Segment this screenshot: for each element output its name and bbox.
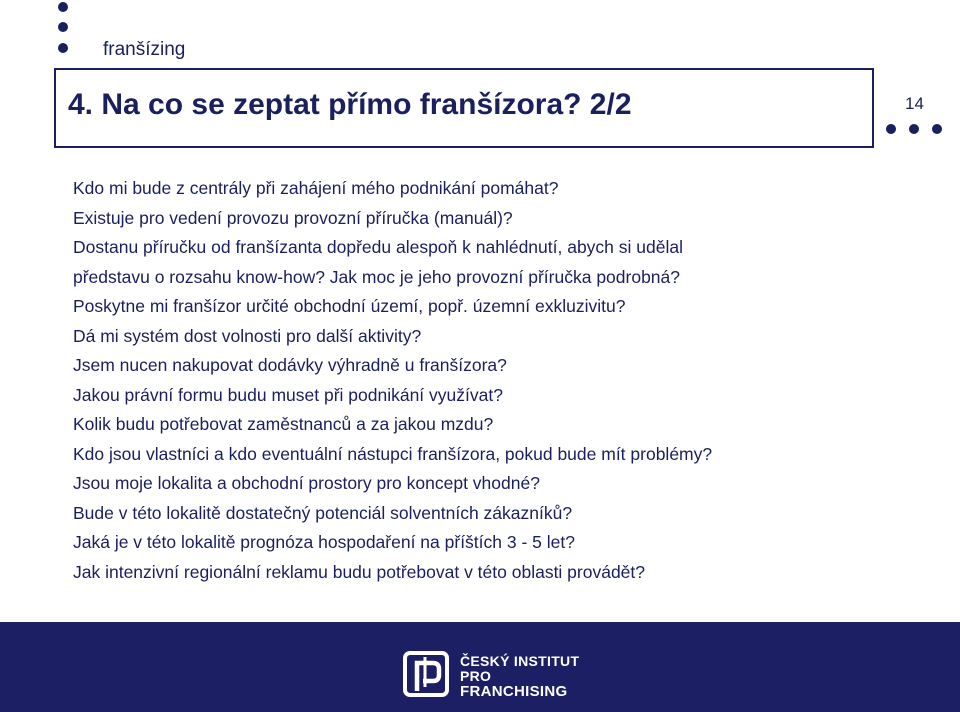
decorative-dot-icon bbox=[932, 124, 942, 134]
question-item: Jsem nucen nakupovat dodávky výhradně u franšízora? bbox=[73, 355, 507, 375]
question-item: Jsou moje lokalita a obchodní prostory pro koncept vhodné? bbox=[73, 473, 540, 493]
question-list bbox=[73, 174, 933, 587]
question-item: Kdo jsou vlastníci a kdo eventuální nástupci franšízora, pokud bude mít problémy? bbox=[73, 443, 713, 464]
question-item: Dostanu příručku od franšízanta dopředu alespoň k nahlédnutí, abych si udělal bbox=[73, 237, 683, 257]
question-item: Existuje pro vedení provozu provozní příručka (manuál)? bbox=[73, 207, 513, 228]
decorative-dot-icon bbox=[58, 43, 68, 53]
decorative-dot-icon bbox=[58, 2, 68, 12]
title-box bbox=[54, 68, 874, 148]
question-item: představu o rozsahu know-how? Jak moc je jeho provozní příručka podrobná? bbox=[73, 266, 681, 287]
question-item: Dá mi systém dost volnosti pro další aktivity? bbox=[73, 325, 422, 346]
slide-number: 14 bbox=[905, 94, 924, 113]
question-item: Jak intenzivní regionální reklamu budu potřebovat v této oblasti provádět? bbox=[73, 561, 646, 582]
question-item: Kdo mi bude z centrály při zahájení mého podnikání pomáhat? bbox=[73, 178, 559, 198]
logo-line-2: PRO bbox=[460, 668, 492, 684]
header-label: franšízing bbox=[103, 39, 186, 60]
footer-bar bbox=[0, 622, 960, 712]
logo-line-1: ČESKÝ INSTITUT bbox=[460, 653, 580, 669]
institute-logo-icon bbox=[403, 651, 449, 697]
question-item: Jaká je v této lokalitě prognóza hospodaření na příštích 3 - 5 let? bbox=[73, 532, 575, 552]
decorative-dot-icon bbox=[58, 22, 68, 32]
decorative-dot-icon bbox=[886, 124, 896, 134]
question-item: Kolik budu potřebovat zaměstnanců a za jakou mzdu? bbox=[73, 414, 494, 434]
question-item: Bude v této lokalitě dostatečný potenciál solventních zákazníků? bbox=[73, 502, 573, 523]
question-item: Poskytne mi franšízor určité obchodní území, popř. územní exkluzivitu? bbox=[73, 296, 626, 316]
decorative-dot-icon bbox=[909, 124, 919, 134]
slide-title: 4. Na co se zeptat přímo franšízora? 2/2 bbox=[68, 88, 632, 121]
question-item: Jakou právní formu budu muset při podnikání využívat? bbox=[73, 384, 503, 405]
logo-line-3: FRANCHISING bbox=[460, 683, 568, 700]
institute-logo-text bbox=[460, 654, 579, 699]
